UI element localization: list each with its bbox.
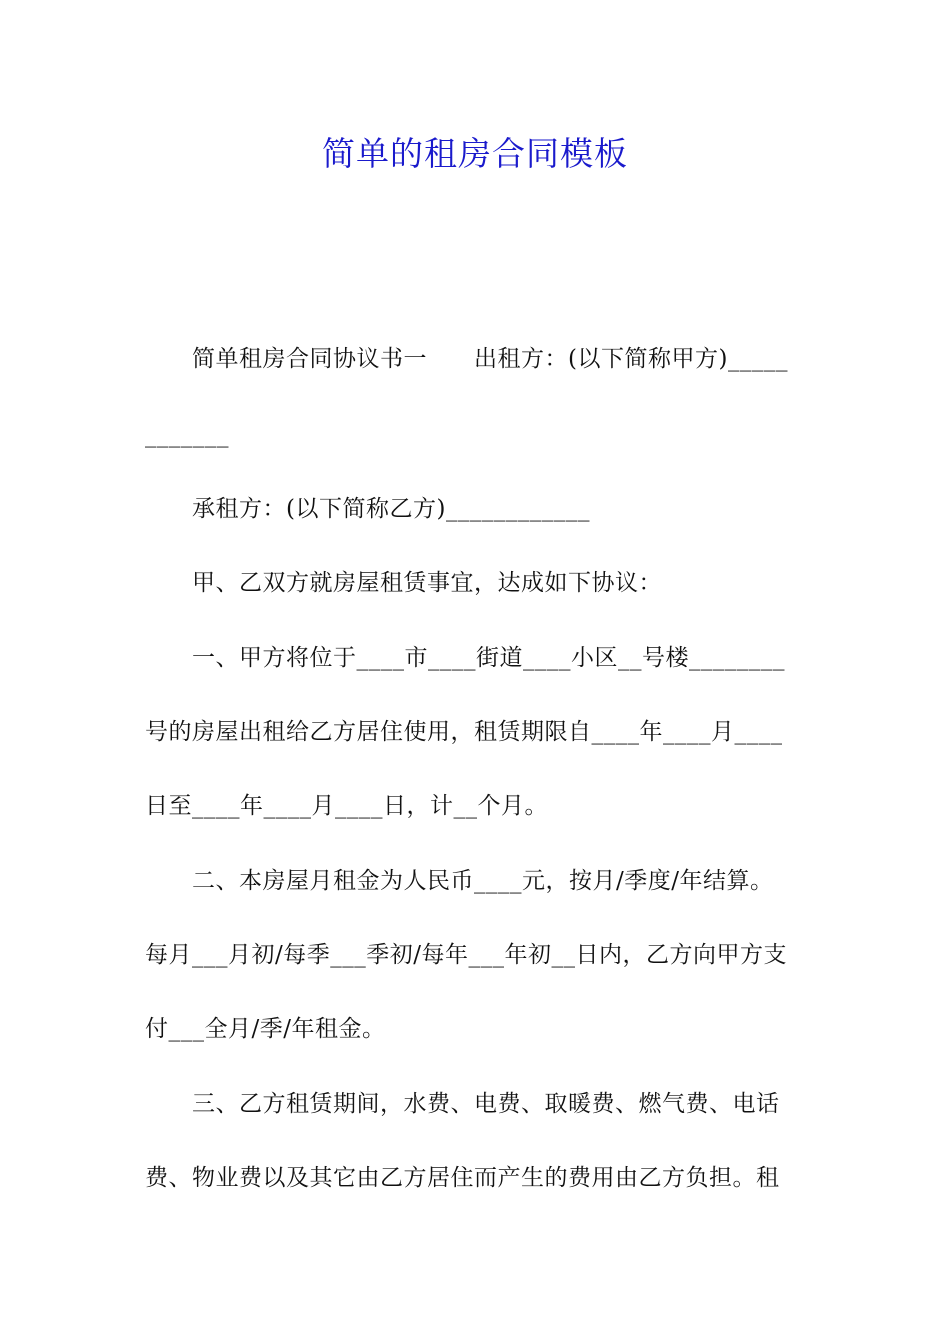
paragraph-line-blank: _______ bbox=[145, 422, 229, 448]
paragraph-line-header: 简单租房合同协议书一 出租方：(以下简称甲方)_____ bbox=[192, 346, 788, 372]
paragraph-line-lessee: 承租方：(以下简称乙方)____________ bbox=[192, 496, 590, 522]
paragraph-line-clause-1-cont: 号的房屋出租给乙方居住使用，租赁期限自____年____月____ bbox=[145, 719, 783, 745]
paragraph-line-clause-3: 三、乙方租赁期间，水费、电费、取暖费、燃气费、电话 bbox=[192, 1091, 780, 1117]
paragraph-line-clause-2: 二、本房屋月租金为人民币____元，按月/季度/年结算。 bbox=[192, 868, 774, 894]
paragraph-line-clause-1-end: 日至____年____月____日，计__个月。 bbox=[145, 793, 548, 819]
paragraph-line-agreement: 甲、乙双方就房屋租赁事宜，达成如下协议： bbox=[192, 570, 662, 596]
paragraph-line-clause-2-cont: 每月___月初/每季___季初/每年___年初__日内，乙方向甲方支 bbox=[145, 942, 787, 968]
paragraph-line-clause-1: 一、甲方将位于____市____街道____小区__号楼________ bbox=[192, 645, 785, 671]
paragraph-line-clause-2-end: 付___全月/季/年租金。 bbox=[145, 1016, 386, 1042]
document-title: 简单的租房合同模板 bbox=[322, 134, 628, 173]
paragraph-line-clause-3-cont: 费、物业费以及其它由乙方居住而产生的费用由乙方负担。租 bbox=[145, 1165, 780, 1191]
